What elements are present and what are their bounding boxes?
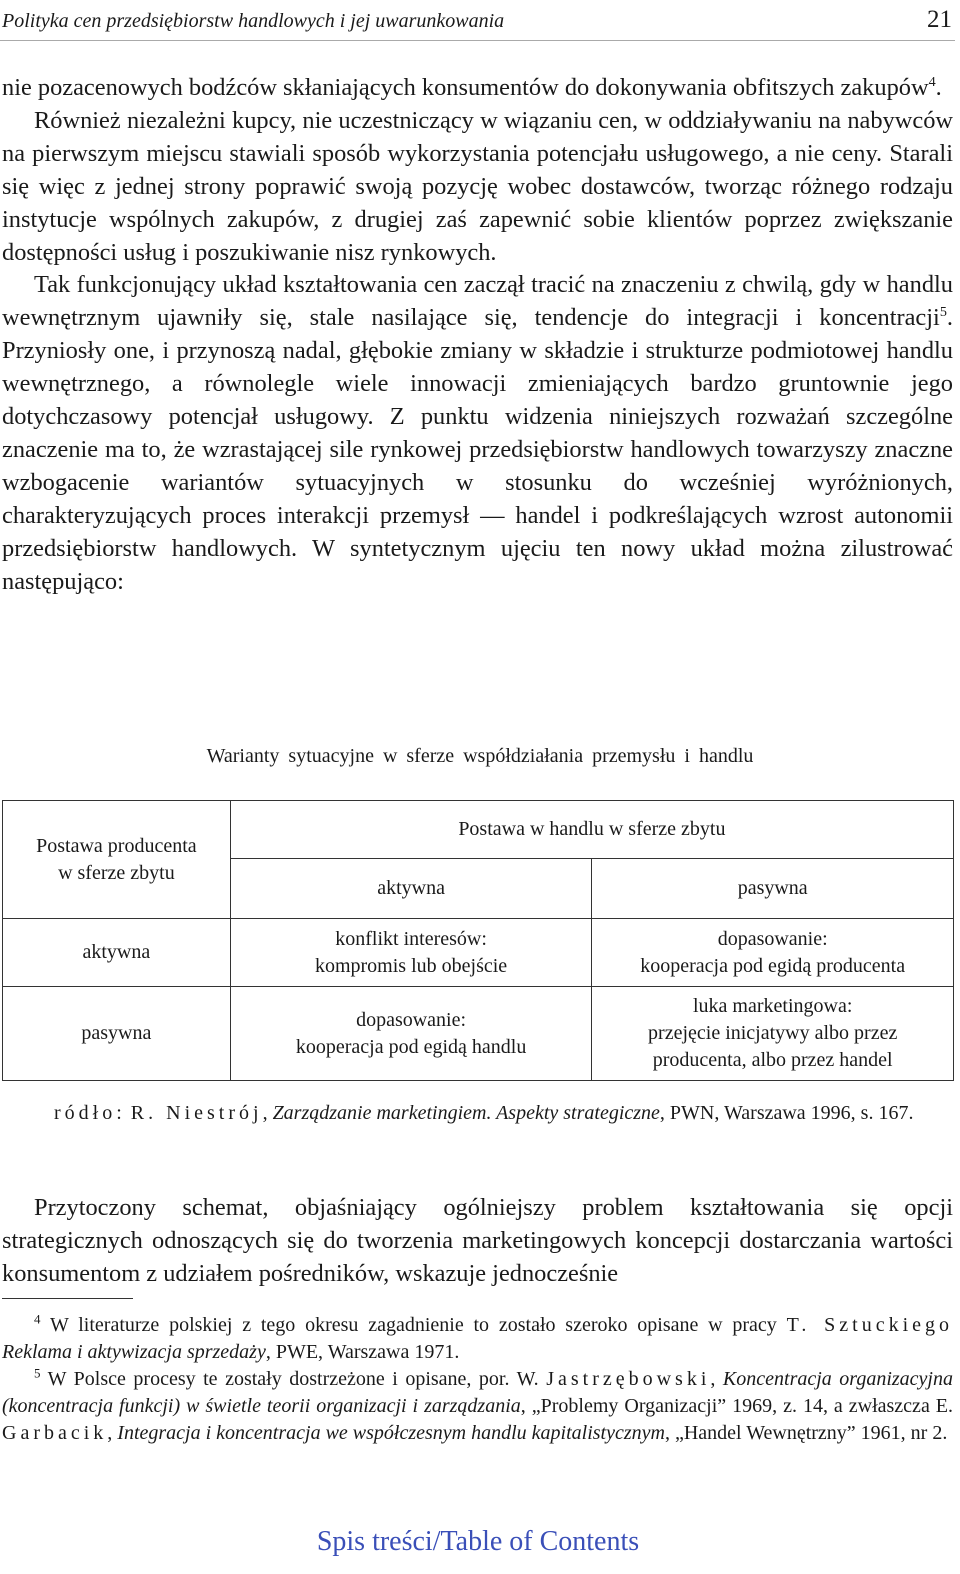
table-caption: Warianty sytuacyjne w sferze współdziałania przemysłu i handlu <box>206 745 754 767</box>
table-row-header: pasywna <box>3 987 231 1081</box>
header-rule <box>0 40 955 41</box>
table-column-header: pasywna <box>592 859 954 919</box>
table-corner-cell: Postawa producenta w sferze zbytu <box>3 801 231 919</box>
source-title: Zarządzanie marketingiem. Aspekty strategiczne <box>272 1102 660 1124</box>
running-header-title: Polityka cen przedsiębiorstw handlowych i jej uwarunkowania <box>2 10 505 32</box>
table-source-note: ródło: R. Niestrój, Zarządzanie marketingiem. Aspekty strategiczne, PWN, Warszawa 1996, s. 167. <box>54 1102 914 1124</box>
variants-table <box>2 800 954 1081</box>
footnote-4: $^4$ W literaturze polskiej z tego okresu zagadnienie to zostało szeroko opisane w pracy T. Sztuckiego Reklama i aktywizacja sprzedaży, PWE, Warszawa 1971. <box>2 1311 953 1363</box>
paragraph-2: Również niezależni kupcy, nie uczestniczący w wiązaniu cen, w oddziaływaniu na nabywców na pierwszym miejscu stawiali sposób wykorzystania potencjału usługowego, a nie ceny. Starali się więc z jednej strony poprawić swoją pozycję wobec dostawców, tworząc różnego rodzaju instytucje wspólnych zakupów, z drugiej zaś zapewnić sobie klientów poprzez zwiększanie dostępności usług i poszukiwanie nisz rynkowych. <box>2 106 953 266</box>
footnote-ref-5: 5 <box>939 304 947 321</box>
table-cell: konflikt interesów: kompromis lub obejście <box>230 919 592 987</box>
paragraph-1: nie pozacenowych bodźców skłaniających konsumentów do dokonywania obfitszych zakupów$^4$. <box>2 73 942 101</box>
table-cell: dopasowanie: kooperacja pod egidą producenta <box>592 919 954 987</box>
table-column-header: aktywna <box>230 859 592 919</box>
running-header <box>2 6 952 40</box>
footnotes <box>2 1312 953 1447</box>
table-row-header: aktywna <box>3 919 231 987</box>
table-cell: dopasowanie: kooperacja pod egidą handlu <box>230 987 592 1081</box>
footnote-5: $^5$ W Polsce procesy te zostały dostrzeżone i opisane, por. W. Jastrzębowski, Koncentracja organizacyjna (koncentracja funkcji) w świetle teorii organizacji i zarządzania, „Problemy Organizacji” 1969, z. 14, a zwłaszcza E. Garbacik, Integracja i koncentracja we współczesnym handlu kapitalistycznym, „Handel Wewnętrzny” 1961, nr 2. <box>2 1365 954 1444</box>
paragraph-4: Przytoczony schemat, objaśniający ogólniejszy problem kształtowania się opcji strategicznych odnoszących się do tworzenia marketingowych koncepcji dostarczania wartości konsumentom z udziałem pośredników, wskazuje jednocześnie <box>2 1194 953 1287</box>
body-text-top <box>2 72 953 599</box>
page-number: 21 <box>927 6 952 33</box>
source-label: ródło: <box>54 1102 126 1124</box>
footnote-ref-4: 4 <box>928 73 936 90</box>
body-text-bottom <box>2 1192 953 1291</box>
footnote-rule <box>2 1298 133 1299</box>
source-author: R. Niestrój <box>130 1102 263 1124</box>
table-column-group-header: Postawa w handlu w sferze zbytu <box>230 801 953 859</box>
table-of-contents-link[interactable]: Spis treści/Table of Contents <box>316 1526 640 1557</box>
table-cell: luka marketingowa: przejęcie inicjatywy albo przez producenta, albo przez handel <box>592 987 954 1081</box>
paragraph-3: Tak funkcjonujący układ kształtowania cen zaczął tracić na znaczeniu z chwilą, gdy w handlu wewnętrznym ujawniły się, stale nasilające się, tendencje do integracji i koncentracji$^5$. Przyniosły one, i przynoszą nadal, głębokie zmiany w składzie i strukturze podmiotowej handlu wewnętrznego, a równolegle wiele innowacji zmieniających bardzo gruntownie jego dotychczasowy potencjał usługowy. Z punktu widzenia niniejszych rozważań szczególne znaczenie ma to, że wzrastającej sile rynkowej przedsiębiorstw handlowych towarzyszy znaczne wzbogacenie wariantów sytuacyjnych w stosunku do wcześniej wyróżnionych, charakteryzujących proces interakcji przemysł — handel i podkreślających wzrost autonomii przedsiębiorstw handlowych. W syntetycznym ujęciu ten nowy układ można zilustrować następująco: <box>2 271 953 595</box>
